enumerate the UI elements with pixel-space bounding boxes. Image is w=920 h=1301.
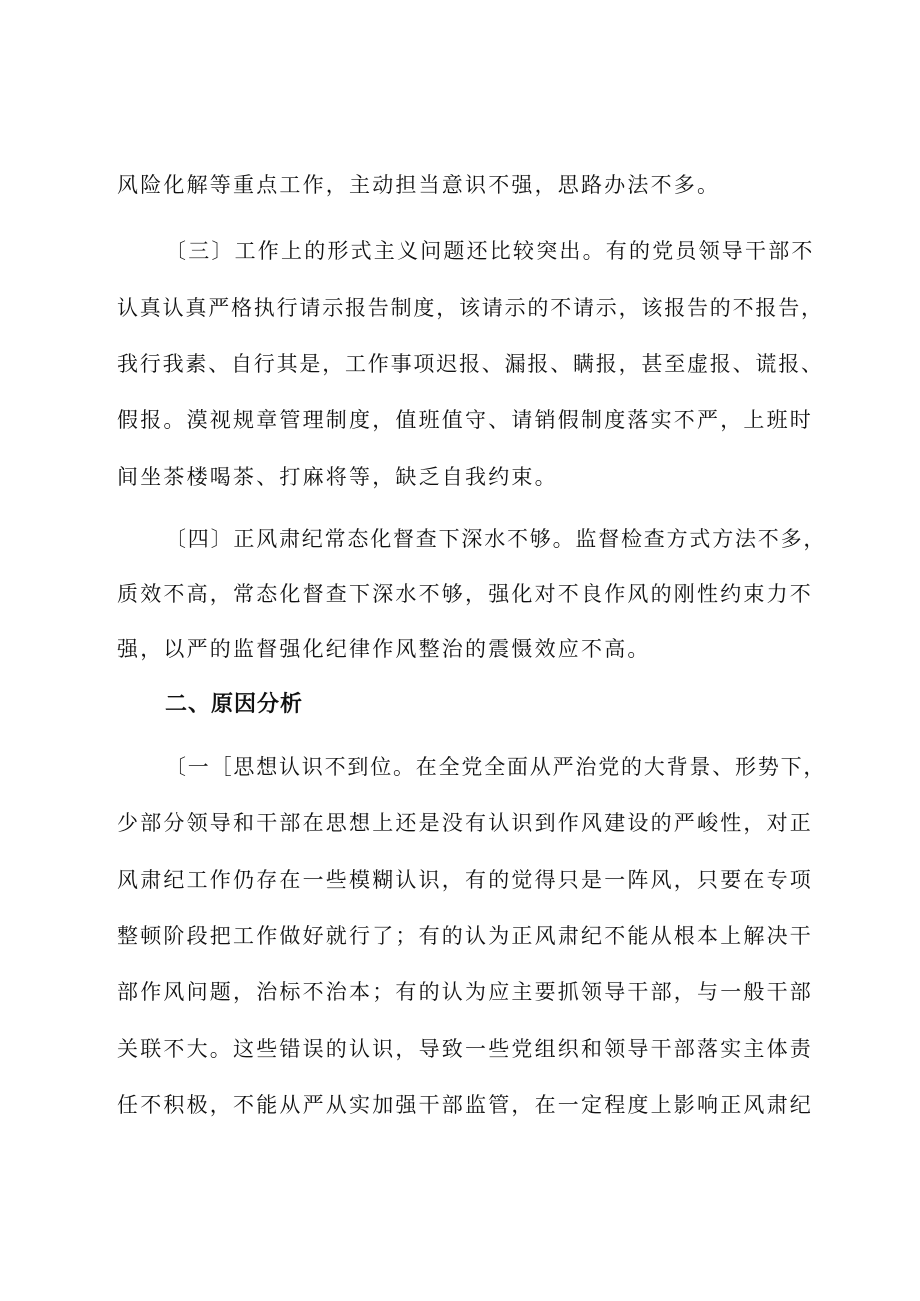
paragraph-line: 整顿阶段把工作做好就行了；有的认为正风肃纪不能从根本上解决干 (117, 924, 813, 948)
paragraph-line: 关联不大。这些错误的认识，导致一些党组织和领导干部落实主体责 (117, 1037, 813, 1061)
paragraph-line: 少部分领导和干部在思想上还是没有认识到作风建设的严峻性，对正 (117, 811, 813, 835)
paragraph-line: 间坐茶楼喝茶、打麻将等，缺乏自我约束。 (117, 465, 558, 489)
paragraph-line: 假报。漠视规章管理制度，值班值守、请销假制度落实不严，上班时 (117, 408, 813, 432)
paragraph-line: 风肃纪工作仍存在一些模糊认识，有的觉得只是一阵风，只要在专项 (117, 868, 813, 892)
paragraph-line: 部作风问题，治标不治本；有的认为应主要抓领导干部，与一般干部 (117, 980, 813, 1004)
paragraph-line: 〔三〕工作上的形式主义问题还比较突出。有的党员领导干部不 (165, 239, 815, 263)
paragraph-line: 我行我素、自行其是，工作事项迟报、漏报、瞒报，甚至虚报、谎报、 (117, 352, 824, 376)
paragraph-line: 认真认真严格执行请示报告制度，该请示的不请示，该报告的不报告， (117, 296, 824, 320)
paragraph-line: 〔一［思想认识不到位。在全党全面从严治党的大背景、形势下， (165, 755, 827, 779)
paragraph-line: 风险化解等重点工作，主动担当意识不强，思路办法不多。 (117, 173, 721, 197)
section-heading: 二、原因分析 (165, 692, 304, 717)
paragraph-line: 质效不高，常态化督查下深水不够，强化对不良作风的刚性约束力不 (117, 582, 813, 606)
paragraph-line: 〔四〕正风肃纪常态化督查下深水不够。监督检查方式方法不多， (165, 527, 827, 551)
paragraph-line: 强，以严的监督强化纪律作风整治的震慑效应不高。 (117, 637, 651, 661)
paragraph-line: 任不积极，不能从严从实加强干部监管，在一定程度上影响正风肃纪 (117, 1093, 813, 1117)
